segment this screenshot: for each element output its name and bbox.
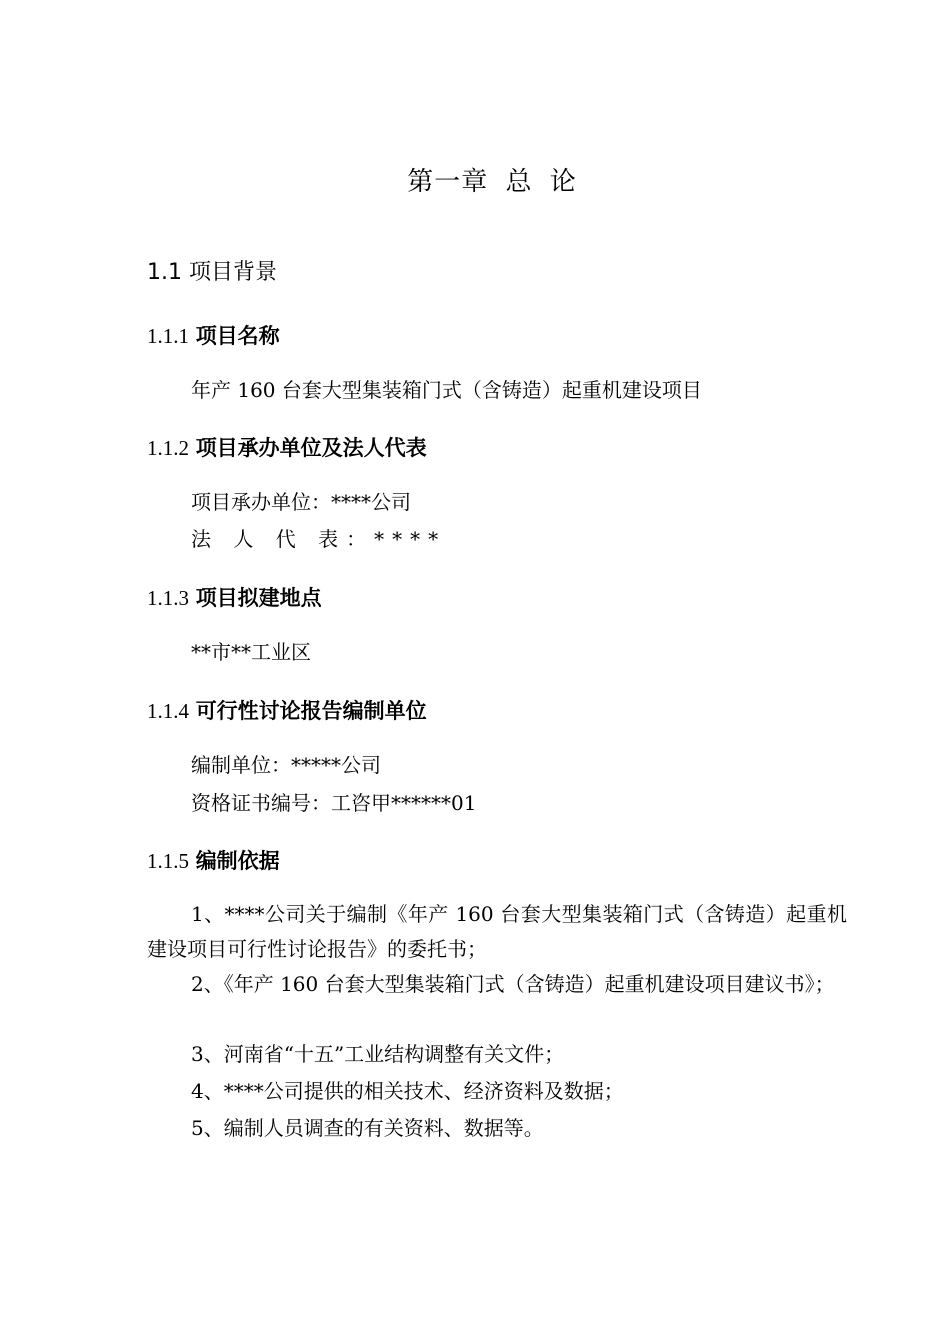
certificate-number-text: 资格证书编号：工咨甲******01 [191,791,477,815]
subsection-title: 项目承办单位及法人代表 [195,436,427,460]
subsection-number: 1.1.2 [147,436,189,460]
section-heading-1-1: 1.1 项目背景 [147,260,277,285]
chapter-title: 第一章 总 论 [407,167,577,197]
subsection-heading-1-1-4 [147,697,427,725]
subsection-number: 1.1.3 [147,586,189,610]
subsection-heading-1-1-5 [147,847,280,875]
basis-list-item: 5、编制人员调查的有关资料、数据等。 [191,1116,544,1140]
basis-list-item: 3、河南省“十五”工业结构调整有关文件； [191,1042,565,1066]
subsection-number: 1.1.4 [147,699,189,723]
site-location-text: **市**工业区 [191,640,311,664]
subsection-heading-1-1-1 [147,322,280,350]
subsection-title: 项目拟建地点 [195,586,322,610]
basis-list-item: 2、《年产 160 台套大型集装箱门式（含铸造）起重机建设项目建议书》； [191,972,835,996]
compiling-unit-text: 编制单位：*****公司 [191,753,381,777]
legal-representative-text: 法 人 代 表：**** [191,527,447,551]
subsection-heading-1-1-2 [147,434,427,462]
subsection-title: 项目名称 [195,324,280,348]
subsection-title: 可行性讨论报告编制单位 [195,699,427,723]
sponsor-unit-text: 项目承办单位：****公司 [191,490,411,514]
subsection-heading-1-1-3 [147,584,322,612]
project-name-text: 年产 160 台套大型集装箱门式（含铸造）起重机建设项目 [191,378,702,402]
basis-list-item: 1、****公司关于编制《年产 160 台套大型集装箱门式（含铸造）起重机建设项目可行性讨论报告》的委托书； [147,902,847,961]
subsection-title: 编制依据 [195,849,280,873]
basis-list-item: 4、****公司提供的相关技术、经济资料及数据； [191,1079,624,1103]
subsection-number: 1.1.1 [147,324,189,348]
subsection-number: 1.1.5 [147,849,189,873]
